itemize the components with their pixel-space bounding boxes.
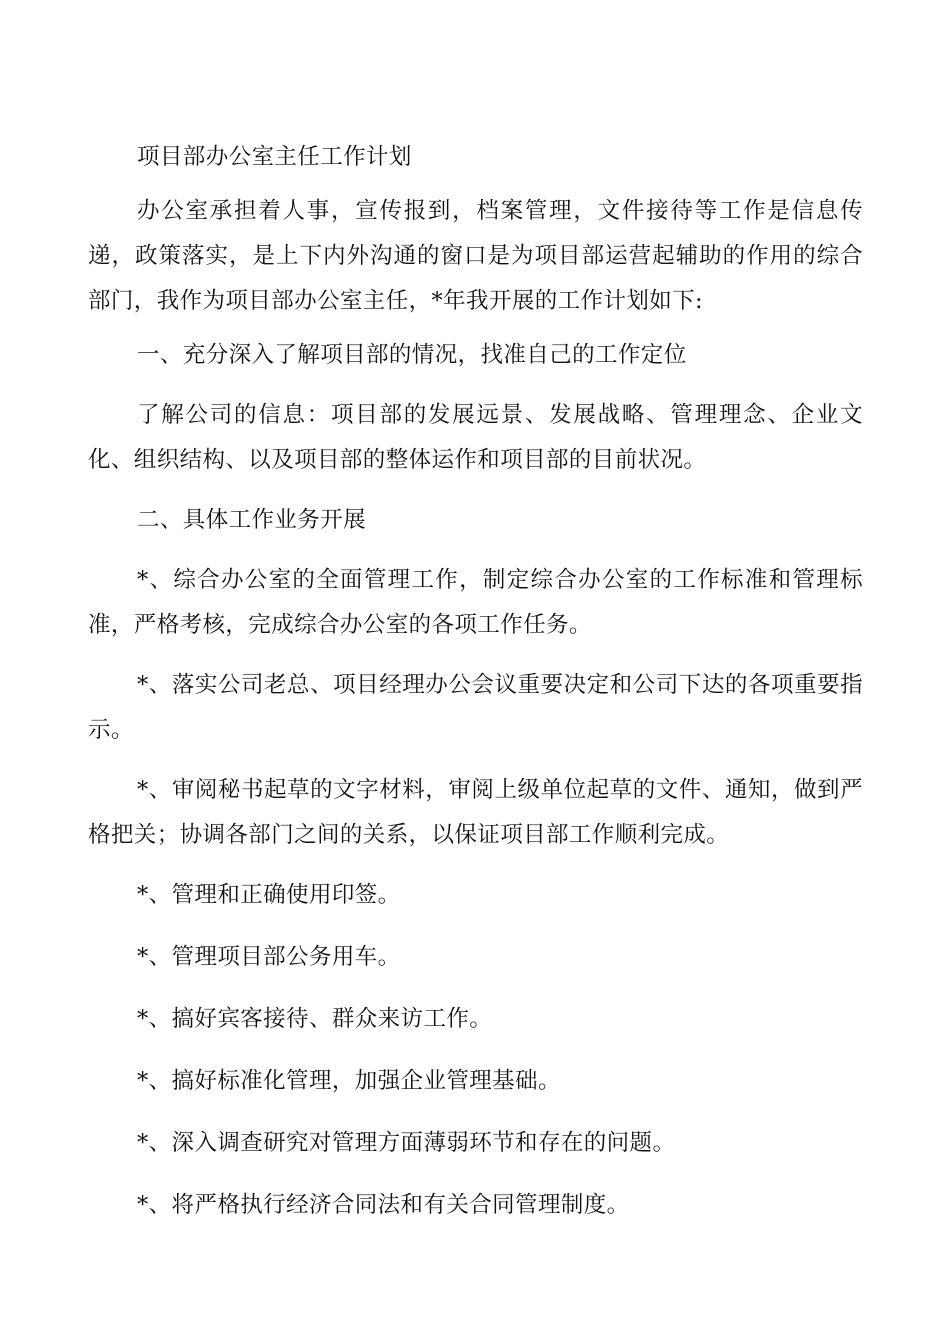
paragraph-intro: 办公室承担着人事，宣传报到，档案管理，文件接待等工作是信息传递，政策落实，是上下内外沟通的窗口是为项目部运营起辅助的作用的综合部门，我作为项目部办公室主任，*年我开展的工作计划如下:	[88, 198, 863, 314]
list-item: *、搞好宾客接待、群众来访工作。	[137, 1006, 493, 1032]
list-item: *、管理和正确使用印签。	[137, 882, 401, 908]
paragraph-company-info: 了解公司的信息：项目部的发展远景、发展战略、管理理念、企业文化、组织结构、以及项目部的整体运作和项目部的目前状况。	[88, 402, 863, 473]
section-heading-2: 二、具体工作业务开展	[137, 507, 367, 533]
document-body	[88, 135, 863, 1228]
document-title: 项目部办公室主任工作计划	[137, 144, 412, 170]
list-item: *、搞好标准化管理，加强企业管理基础。	[137, 1068, 561, 1094]
list-item: *、深入调查研究对管理方面薄弱环节和存在的问题。	[137, 1130, 676, 1156]
list-item: *、落实公司老总、项目经理办公会议重要决定和公司下达的各项重要指示。	[88, 672, 863, 743]
section-heading-1: 一、充分深入了解项目部的情况，找准自己的工作定位	[137, 342, 687, 368]
list-item: *、将严格执行经济合同法和有关合同管理制度。	[137, 1192, 630, 1218]
list-item: *、综合办公室的全面管理工作，制定综合办公室的工作标准和管理标准，严格考核，完成综合办公室的各项工作任务。	[88, 567, 863, 638]
list-item: *、审阅秘书起草的文字材料，审阅上级单位起草的文件、通知，做到严格把关；协调各部门之间的关系，以保证项目部工作顺利完成。	[88, 777, 863, 848]
list-item: *、管理项目部公务用车。	[137, 944, 401, 970]
